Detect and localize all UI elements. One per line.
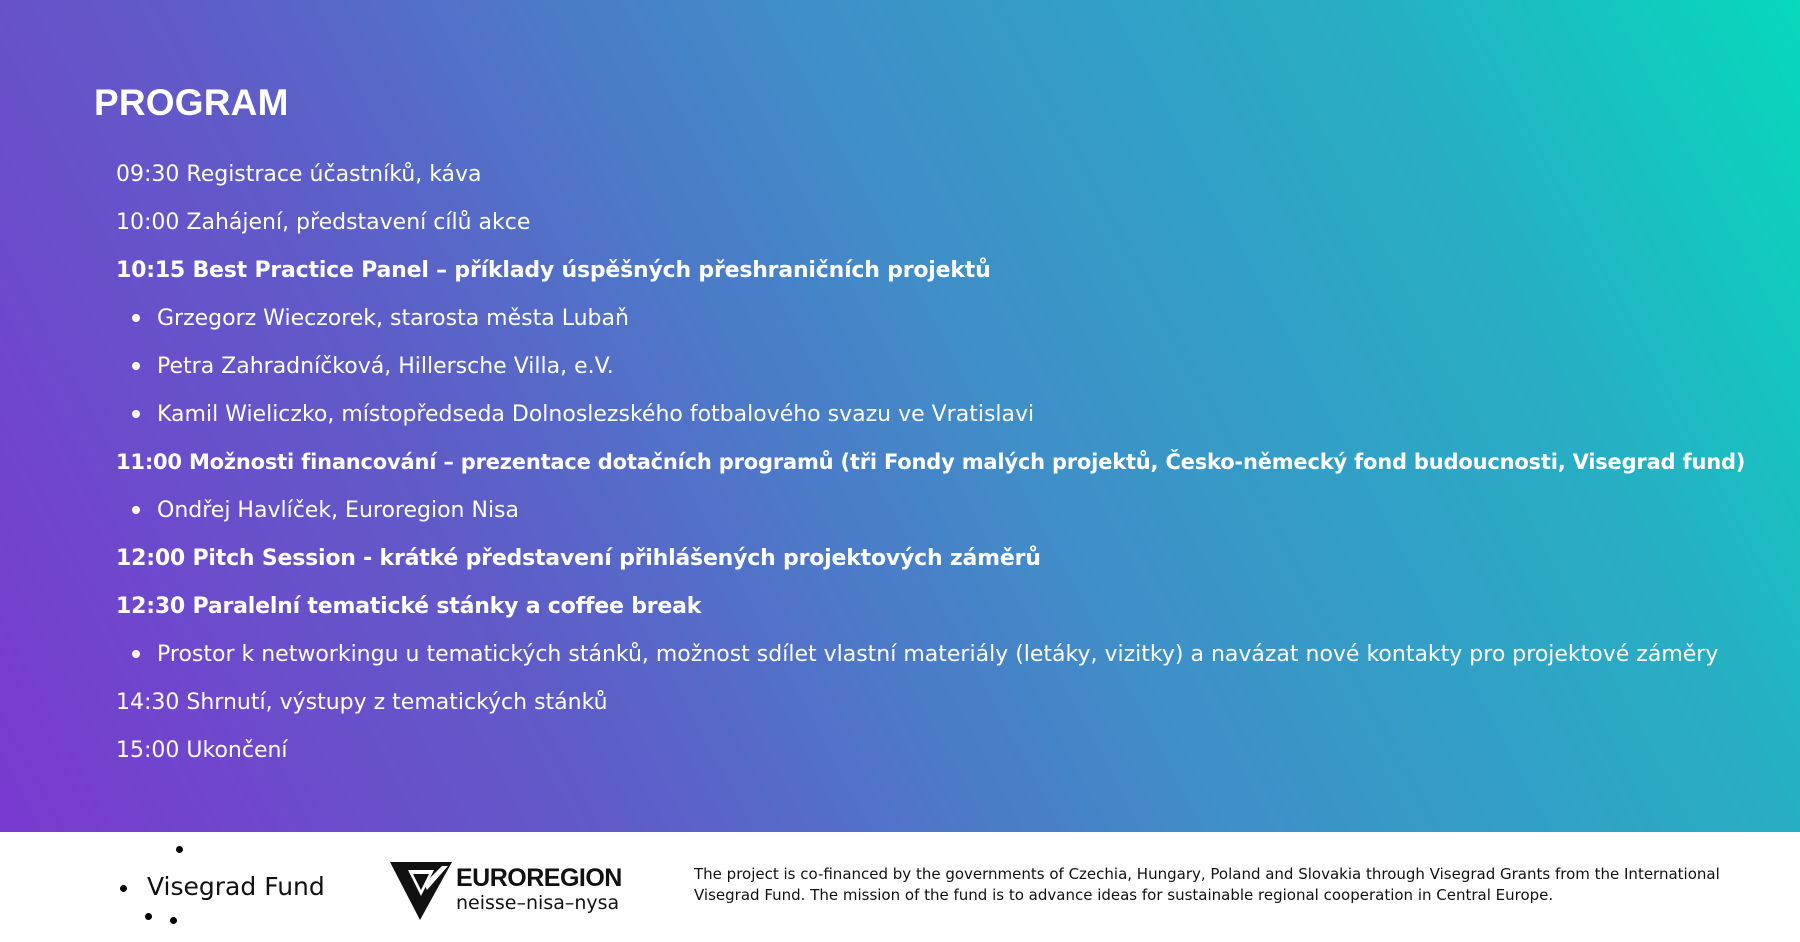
bullet-icon <box>132 314 140 322</box>
program-item <box>116 150 1756 198</box>
bullet-icon <box>132 410 140 418</box>
program-item-text: Ondřej Havlíček, Euroregion Nisa <box>157 497 520 523</box>
program-item-text: Petra Zahradníčková, Hillersche Villa, e.V. <box>157 353 614 379</box>
program-item <box>116 438 1756 486</box>
euroregion-logo <box>390 862 630 922</box>
program-item-text: 10:00 Zahájení, představení cílů akce <box>116 209 531 235</box>
bullet-icon <box>132 650 140 658</box>
program-subitem <box>116 342 1756 390</box>
bullet-icon <box>132 362 140 370</box>
bullet-icon <box>132 506 140 514</box>
program-subitem <box>116 390 1756 438</box>
program-item-text: Prostor k networkingu u tematických stánků, možnost sdílet vlastní materiály (letáky, vizitky) a navázat nové kontakty pro projektové záměry <box>157 641 1719 667</box>
program-subitem <box>116 294 1756 342</box>
footer <box>0 832 1800 942</box>
program-subitem <box>116 630 1756 678</box>
euroregion-logo-name: EUROREGION <box>456 864 622 892</box>
visegrad-fund-logo-text: Visegrad Fund <box>147 872 325 901</box>
funding-disclaimer: The project is co-financed by the governments of Czechia, Hungary, Poland and Slovakia through Visegrad Grants from the International Visegrad Fund. The mission of the fund is to advance ideas for sustainable regional cooperation in Central Europe. <box>694 865 1720 904</box>
program-item-text: 12:00 Pitch Session - krátké představení přihlášených projektových záměrů <box>116 545 1041 571</box>
logo-dot-icon <box>120 885 127 892</box>
program-item-text: 09:30 Registrace účastníků, káva <box>116 161 482 187</box>
visegrad-fund-logo <box>110 832 330 942</box>
program-item-text: Grzegorz Wieczorek, starosta města Lubaň <box>157 305 629 331</box>
program-item <box>116 198 1756 246</box>
program-item-text: Kamil Wieliczko, místopředseda Dolnoslezského fotbalového svazu ve Vratislavi <box>157 401 1035 427</box>
program-item-text: 12:30 Paralelní tematické stánky a coffee break <box>116 593 702 619</box>
program-title: PROGRAM <box>94 82 289 123</box>
program-item-text: 10:15 Best Practice Panel – příklady úspěšných přeshraničních projektů <box>116 257 991 283</box>
program-item <box>116 246 1756 294</box>
program-item <box>116 582 1756 630</box>
program-subitem <box>116 486 1756 534</box>
euroregion-mark-icon <box>390 862 452 920</box>
euroregion-logo-subtitle: neisse–nisa–nysa <box>456 892 620 914</box>
program-item-text: 14:30 Shrnutí, výstupy z tematických stánků <box>116 689 608 715</box>
program-list <box>116 150 1756 774</box>
program-item <box>116 534 1756 582</box>
program-item-text: 15:00 Ukončení <box>116 737 288 763</box>
program-item-text: 11:00 Možnosti financování – prezentace dotačních programů (tři Fondy malých projektů, Česko-německý fond budoucnosti, Visegrad fund) <box>116 450 1746 474</box>
program-item <box>116 726 1756 774</box>
logo-dot-icon <box>176 846 183 853</box>
logo-dot-icon <box>170 917 177 924</box>
program-item <box>116 678 1756 726</box>
logo-dot-icon <box>145 913 152 920</box>
